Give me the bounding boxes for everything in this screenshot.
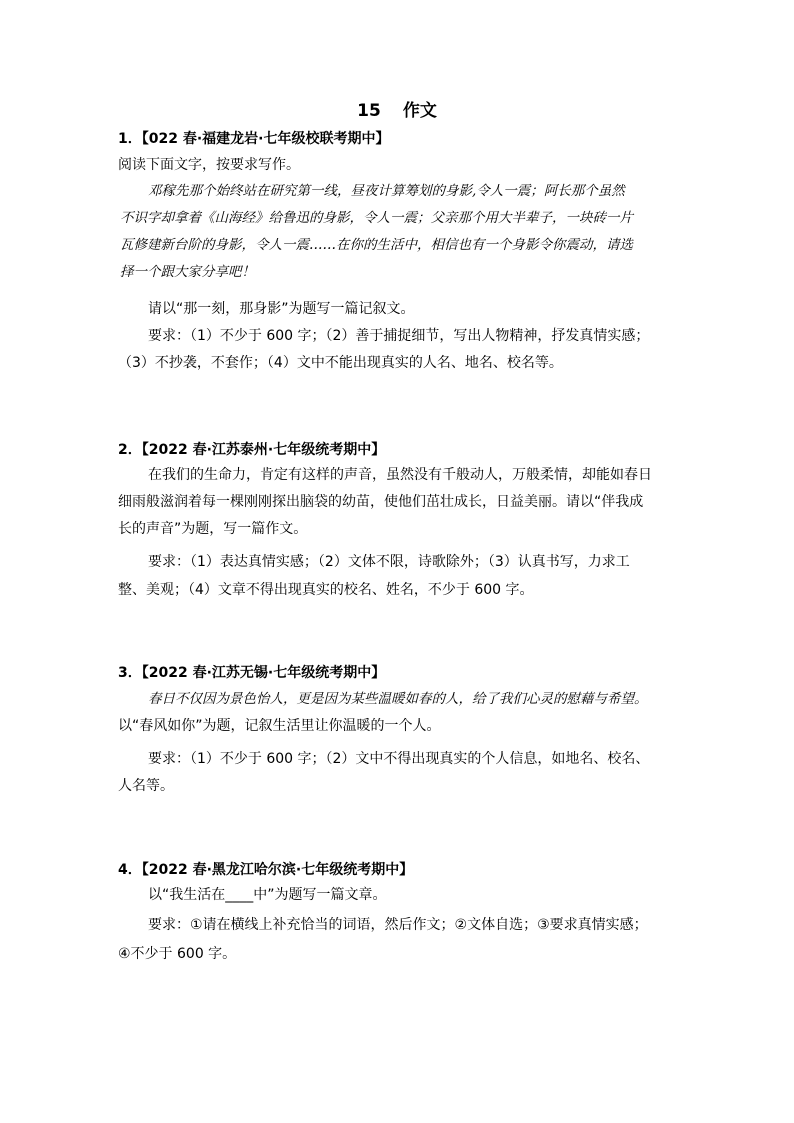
- question-1-prompt: 请以“那一刻，那身影”为题写一篇记叙文。: [148, 301, 415, 317]
- section-number: 15: [357, 101, 381, 121]
- question-2-text-line: 细雨般滋润着每一棵刚刚探出脑袋的幼苗，使他们茁壮成长，日益美丽。请以“伴我成: [118, 494, 644, 510]
- question-number: 4．: [118, 862, 142, 878]
- question-number: 1．: [118, 131, 142, 147]
- question-1-header: [118, 128, 389, 148]
- question-1-passage-line: 瓦修建新台阶的身影，令人一震……在你的生活中，相信也有一个身影令你震动，请选: [120, 237, 633, 253]
- question-source: 【2022 春·江苏无锡·七年级统考期中】: [141, 665, 386, 681]
- question-4-prompt: 以“我生活在____中”为题写一篇文章。: [148, 887, 387, 903]
- question-number: 2．: [118, 442, 142, 458]
- question-1-requirements: 要求：（1）不少于 600 字；（2）善于捕捉细节，写出人物精神，抒发真情实感；: [148, 328, 650, 344]
- question-2-requirements: 整、美观；（4）文章不得出现真实的校名、姓名，不少于 600 字。: [118, 582, 534, 598]
- question-1-passage-line: 择一个跟大家分享吧！: [120, 264, 255, 280]
- question-3-prompt: 以“春风如你”为题，记叙生活里让你温暖的一个人。: [118, 718, 441, 734]
- question-source: 【2022 春·黑龙江哈尔滨·七年级统考期中】: [141, 862, 414, 878]
- question-3-passage-line: 春日不仅因为景色怡人，更是因为某些温暖如春的人，给了我们心灵的慰藉与希望。: [148, 691, 648, 707]
- question-2-text-line: 在我们的生命力，肯定有这样的声音，虽然没有千般动人，万般柔情，却能如春日: [148, 467, 652, 483]
- question-number: 3．: [118, 665, 142, 681]
- question-2-header: [118, 439, 385, 459]
- question-4-header: [118, 859, 413, 879]
- question-2-text-line: 长的声音”为题，写一篇作文。: [118, 521, 308, 537]
- section-title: 作文: [402, 101, 437, 121]
- question-1-passage-line: 邓稼先那个始终站在研究第一线，昼夜计算筹划的身影,令人一震；阿长那个虽然: [148, 183, 625, 199]
- question-1-requirements: （3）不抄袭，不套作；（4）文中不能出现真实的人名、地名、校名等。: [118, 355, 563, 371]
- page-title: [0, 96, 794, 121]
- question-3-requirements: 人名等。: [118, 778, 174, 794]
- question-1-passage-line: 不识字却拿着《山海经》给鲁迅的身影，令人一震；父亲那个用大半辈子，一块砖一片: [120, 210, 633, 226]
- question-4-requirements: ④不少于 600 字。: [118, 946, 237, 962]
- question-3-header: [118, 662, 385, 682]
- question-1-instruction: 阅读下面文字，按要求写作。: [118, 157, 300, 173]
- question-2-requirements: 要求：（1）表达真情实感；（2）文体不限，诗歌除外；（3）认真书写，力求工: [148, 554, 630, 570]
- question-source: 【022 春·福建龙岩·七年级校联考期中】: [141, 131, 390, 147]
- question-3-requirements: 要求：（1）不少于 600 字；（2）文中不得出现真实的个人信息，如地名、校名、: [148, 751, 650, 767]
- question-source: 【2022 春·江苏泰州·七年级统考期中】: [141, 442, 386, 458]
- question-4-requirements: 要求：①请在横线上补充恰当的词语，然后作文；②文体自选；③要求真情实感；: [148, 917, 648, 933]
